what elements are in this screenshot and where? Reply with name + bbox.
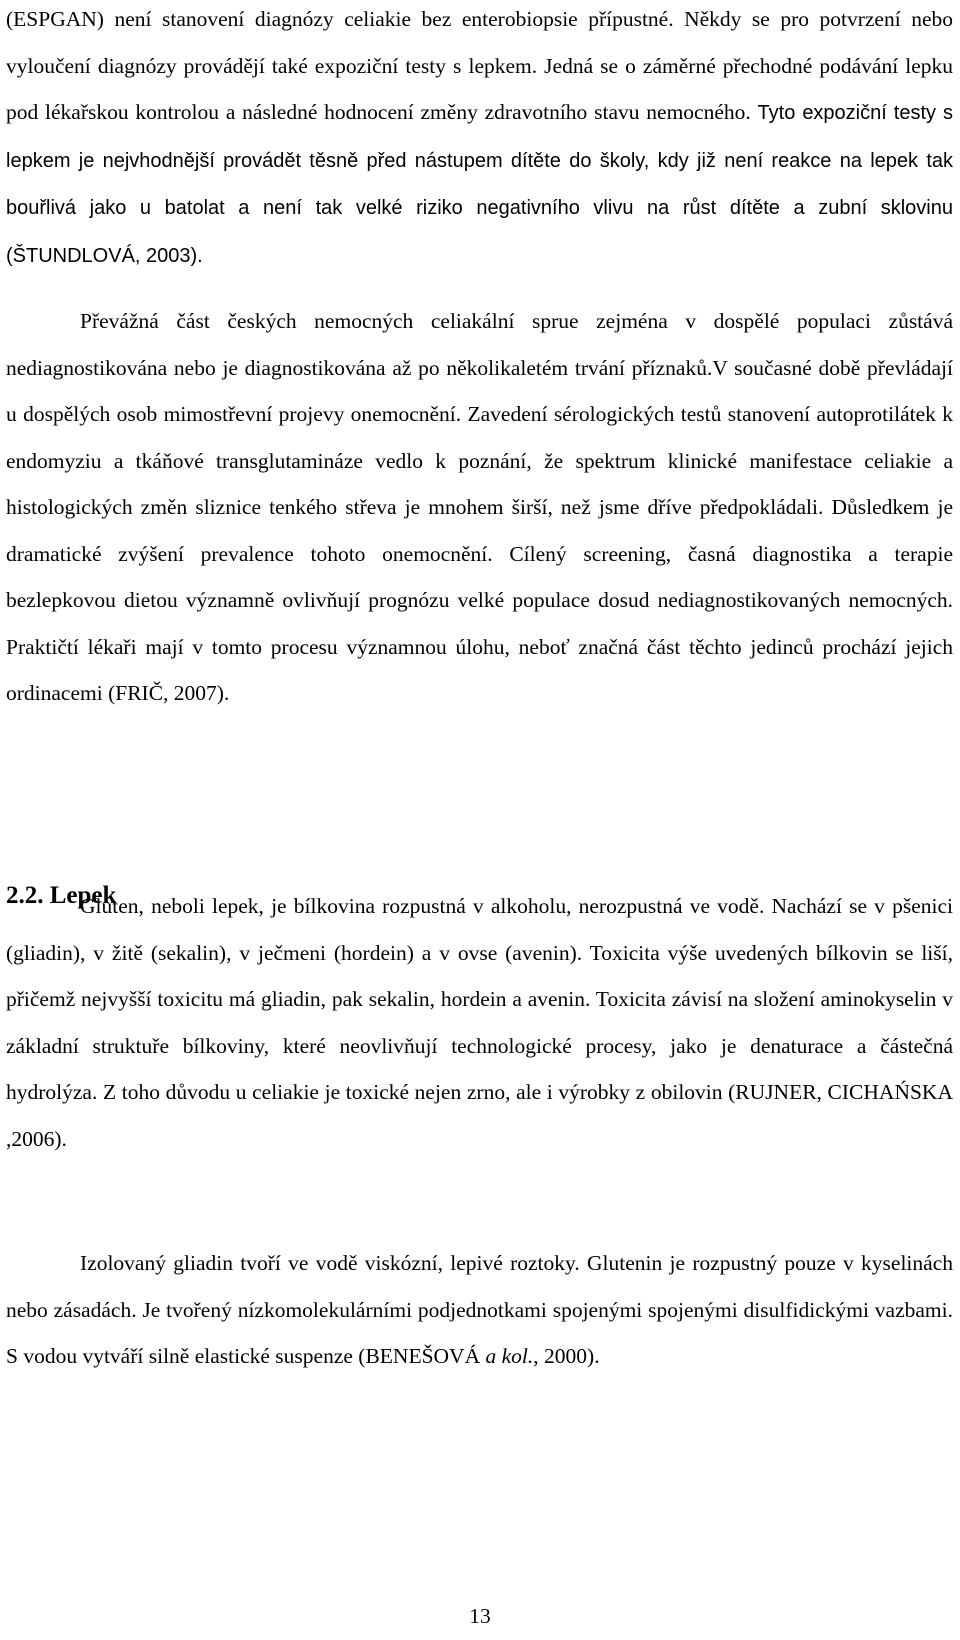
citation-italic: a kol. [485,1344,534,1368]
section-heading: 2.2. Lepek [6,882,117,909]
paragraph-gliadin [6,1240,953,1380]
paragraph-gluten: Gluten, neboli lepek, je bílkovina rozpustná v alkoholu, nerozpustná ve vodě. Nachází se v pšenici (gliadin), v žitě (sekalin), v ječmeni (hordein) a v ovse (avenin). Toxicita výše uvedených bílkovin se liší, přičemž nejvyšší toxicitu má gliadin, pak sekalin, hordein a avenin. Toxicita závisí na složení aminokyselin v základní struktuře bílkoviny, které neovlivňují technologické procesy, jako je denaturace a částečná hydrolýza. Z toho důvodu u celiakie je toxické nejen zrno, ale i výrobky z obilovin (RUJNER, CICHAŃSKA ,2006). [6,894,953,1151]
paragraph-celiakalni-sprue: Převážná část českých nemocných celiakální sprue zejména v dospělé populaci zůstává nediagnostikována nebo je diagnostikována až po několikaletém trvání příznaků.V současné době převládají u dospělých osob mimostřevní projevy onemocnění. Zavedení sérologických testů stanovení autoprotilátek k endomyziu a tkáňové transglutamináze vedlo k poznání, že spektrum klinické manifestace celiakie a histologických změn sliznice tenkého střeva je mnohem širší, než jsme dříve předpokládali. Důsledkem je dramatické zvýšení prevalence tohoto onemocnění. Cílený screening, časná diagnostika a terapie bezlepkovou dietou významně ovlivňují prognózu velké populace dosud nediagnostikovaných nemocných. Praktičtí lékaři mají v tomto procesu významnou úlohu, neboť značná část těchto jedinců prochází jejich ordinacemi (FRIČ, 2007). [6,309,953,705]
paragraph-text-sans: Tyto expoziční testy s lepkem je nejvhodnější provádět těsně před nástupem dítěte do školy, kdy již není reakce na lepek tak bouřlivá jako u batolat a není tak velké riziko negativního vlivu na růst dítěte a zubní sklovinu (ŠTUNDLOVÁ, 2003). [6,102,953,267]
paragraph-text: Izolovaný gliadin tvoří ve vodě viskózní, lepivé roztoky. Glutenin je rozpustný pouze v kyselinách nebo zásadách. Je tvořený nízkomolekulárními podjednotkami spojenými spojenými disulfidickými vazbami. S vodou vytváří silně elastické suspenze (BENEŠOVÁ [6,1251,953,1368]
paragraph-expozicni-testy [6,0,953,279]
page-number: 13 [469,1604,491,1628]
citation-tail: , 2000). [533,1344,600,1368]
paragraph-text-serif: (ESPGAN) není stanovení diagnózy celiakie bez enterobiopsie přípustné. Někdy se pro potvrzení nebo vyloučení diagnózy provádějí také expoziční testy s lepkem. Jedná se o záměrné přechodné podávání lepku pod lékařskou kontrolou a následné hodnocení změny zdravotního stavu nemocného. [6,7,953,124]
